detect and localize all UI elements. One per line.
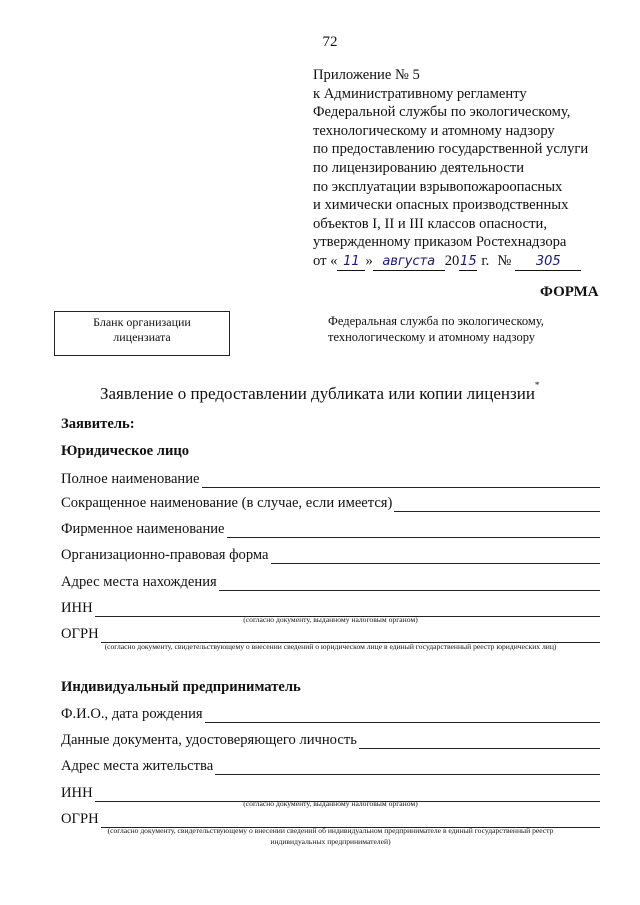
id-document-field[interactable] — [61, 731, 600, 749]
short-name-field[interactable] — [61, 494, 600, 512]
appendix-line: Федеральной службы по экологическому, — [313, 104, 571, 121]
fill-line — [219, 576, 600, 591]
appendix-line: по эксплуатации взрывопожароопасных — [313, 178, 563, 195]
order-quote-close: » — [365, 252, 373, 269]
fill-line — [101, 628, 600, 643]
appendix-line: по предоставлению государственной услуги — [313, 141, 589, 158]
form-label: ФОРМА — [540, 284, 599, 300]
address-field[interactable] — [61, 573, 600, 591]
appendix-line: и химически опасных производственных — [313, 197, 569, 214]
footnote-mark: * — [534, 380, 540, 391]
appendix-line: объектов I, II и III классов опасности, — [313, 215, 547, 232]
appendix-line: к Административному регламенту — [313, 85, 527, 102]
name-dob-label: Ф.И.О., дата рождения — [61, 706, 203, 722]
legal-form-label: Организационно-правовая форма — [61, 547, 269, 563]
inn-note: (согласно документу, выданному налоговым органом) — [243, 615, 418, 624]
fill-line — [359, 734, 600, 749]
legal-entity-heading: Юридическое лицо — [61, 443, 190, 459]
ip-ogrn-note-continued: индивидуальных предпринимателей) — [270, 837, 391, 846]
ip-ogrn-note: (согласно документу, свидетельствующему о внесении сведений об индивидуальном предпринимателе в единый государственный реестр — [107, 826, 554, 835]
agency-line: Федеральная служба по экологическому, — [328, 314, 544, 328]
fill-line — [271, 549, 600, 564]
short-name-label: Сокращенное наименование (в случае, если имеется) — [61, 495, 393, 511]
letterhead-box — [54, 311, 230, 356]
applicant-label: Заявитель: — [61, 416, 135, 432]
fill-line — [215, 760, 600, 775]
appendix-line: Приложение № 5 — [313, 67, 420, 83]
page-number: 72 — [322, 34, 338, 50]
order-number: 305 — [515, 254, 581, 271]
full-name-label: Полное наименование — [61, 471, 200, 487]
legal-form-field[interactable] — [61, 546, 600, 564]
order-year-suffix: 15 — [460, 253, 477, 269]
fill-line — [394, 497, 600, 512]
agency-line: технологическому и атомному надзору — [328, 329, 536, 344]
ogrn-field[interactable] — [61, 625, 600, 643]
ogrn-note: (согласно документу, свидетельствующему о внесении сведений о юридическом лице в единый государственный реестр юридических лиц) — [104, 642, 557, 651]
name-dob-field[interactable] — [61, 705, 600, 723]
appendix-line: утвержденному приказом Ростехнадзора — [313, 234, 567, 251]
id-document-label: Данные документа, удостоверяющего личность — [61, 732, 357, 748]
appendix-line: по лицензированию деятельности — [313, 159, 525, 176]
order-prefix: от « — [313, 252, 338, 269]
residence-address-label: Адрес места жительства — [61, 758, 214, 774]
order-number-label: № — [497, 252, 512, 269]
inn-label: ИНН — [61, 600, 93, 616]
letterhead-line: Бланк организации — [93, 315, 191, 329]
fill-line — [205, 708, 600, 723]
order-year-label: г. — [481, 252, 490, 269]
address-label: Адрес места нахождения — [61, 574, 217, 590]
brand-name-field[interactable] — [61, 520, 600, 538]
appendix-header — [313, 66, 588, 271]
agency-addressee — [328, 314, 608, 345]
ip-ogrn-label: ОГРН — [61, 811, 99, 827]
ip-inn-label: ИНН — [61, 785, 93, 801]
fill-line — [202, 473, 600, 488]
residence-address-field[interactable] — [61, 757, 600, 775]
full-name-field[interactable] — [61, 470, 600, 488]
title-text: Заявление о предоставлении дубликата или копии лицензии — [100, 384, 535, 403]
ip-inn-note: (согласно документу, выданному налоговым органом) — [243, 799, 418, 808]
fill-line — [227, 523, 600, 538]
appendix-line: технологическому и атомному надзору — [313, 122, 555, 139]
letterhead-line: лицензиата — [113, 330, 171, 344]
order-month: августа — [373, 254, 445, 271]
ogrn-label: ОГРН — [61, 626, 99, 642]
order-year-prefix: 20 — [444, 252, 460, 269]
brand-name-label: Фирменное наименование — [61, 521, 225, 537]
entrepreneur-heading: Индивидуальный предприниматель — [61, 679, 301, 695]
order-day: 11 — [337, 254, 365, 271]
order-date-line — [313, 252, 588, 271]
document-title — [100, 380, 540, 404]
